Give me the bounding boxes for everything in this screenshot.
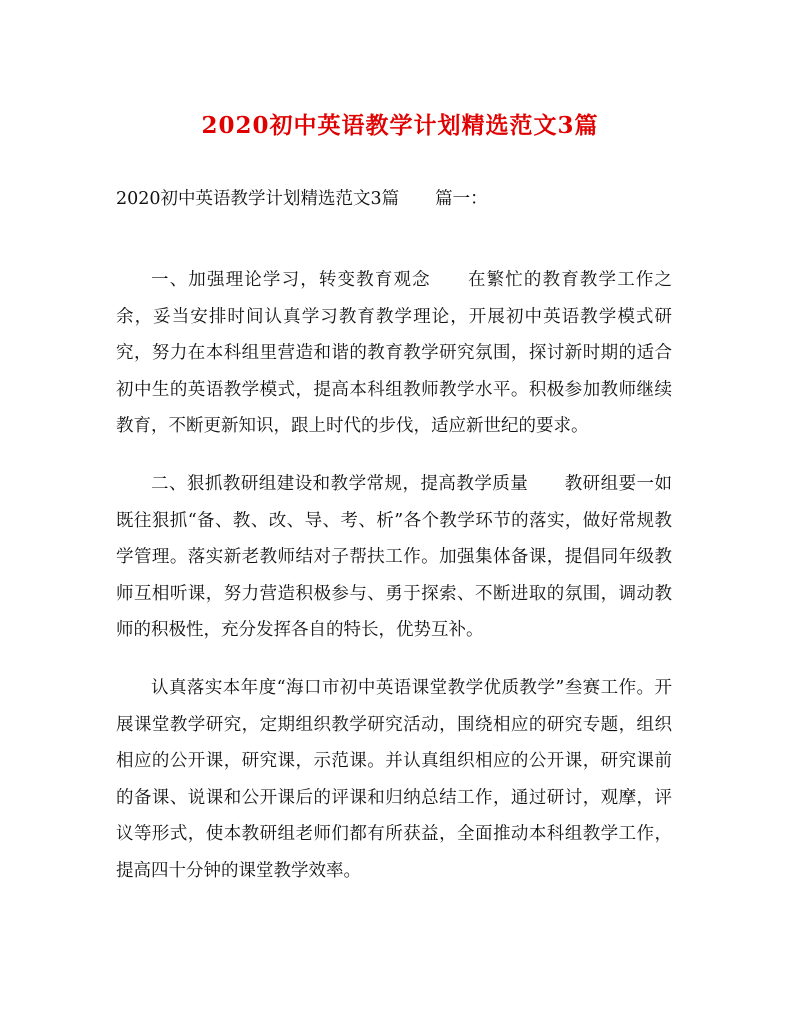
paragraph-2-text: 教研组要一如既往狠抓“备、教、改、导、考、析”各个教学环节的落实，做好常规教学管理。落实新老教师结对子帮扶工作。加强集体备课，提倡同年级教师互相听课，努力营造积极参与、勇于探索、不断进取的氛围，调动教师的积极性，充分发挥各自的特长，优势互补。 (116, 474, 673, 640)
section-label: 篇一： (435, 189, 488, 209)
subtitle-text: 2020初中英语教学计划精选范文3篇 (116, 189, 400, 209)
paragraph-2-heading: 二、狠抓教研组建设和教学常规，提高教学质量 (151, 474, 529, 494)
paragraph-3 (116, 670, 672, 889)
paragraph-1-heading: 一、加强理论学习，转变教育观念 (151, 270, 431, 290)
paragraph-1-text: 在繁忙的教育教学工作之余，妥当安排时间认真学习教育教学理论，开展初中英语教学模式研究，努力在本科组里营造和谐的教育教学研究氛围，探讨新时期的适合初中生的英语教学模式，提高本科组教师教学水平。积极参加教师继续教育，不断更新知识，跟上时代的步伐，适应新世纪的要求。 (116, 270, 673, 436)
paragraph-2 (116, 466, 672, 649)
document-title: 2020初中英语教学计划精选范文3篇 (201, 112, 599, 139)
paragraph-3-text: 认真落实本年度“海口市初中英语课堂教学优质教学”叁赛工作。开展课堂教学研究，定期组织教学研究活动，围绕相应的研究专题，组织相应的公开课，研究课，示范课。并认真组织相应的公开课，研究课前的备课、说课和公开课后的评课和归纳总结工作，通过研讨，观摩，评议等形式，使本教研组老师们都有所获益，全面推动本科组教学工作，提高四十分钟的课堂教学效率。 (116, 678, 672, 881)
paragraph-1 (116, 262, 672, 445)
document-subtitle (116, 185, 488, 213)
